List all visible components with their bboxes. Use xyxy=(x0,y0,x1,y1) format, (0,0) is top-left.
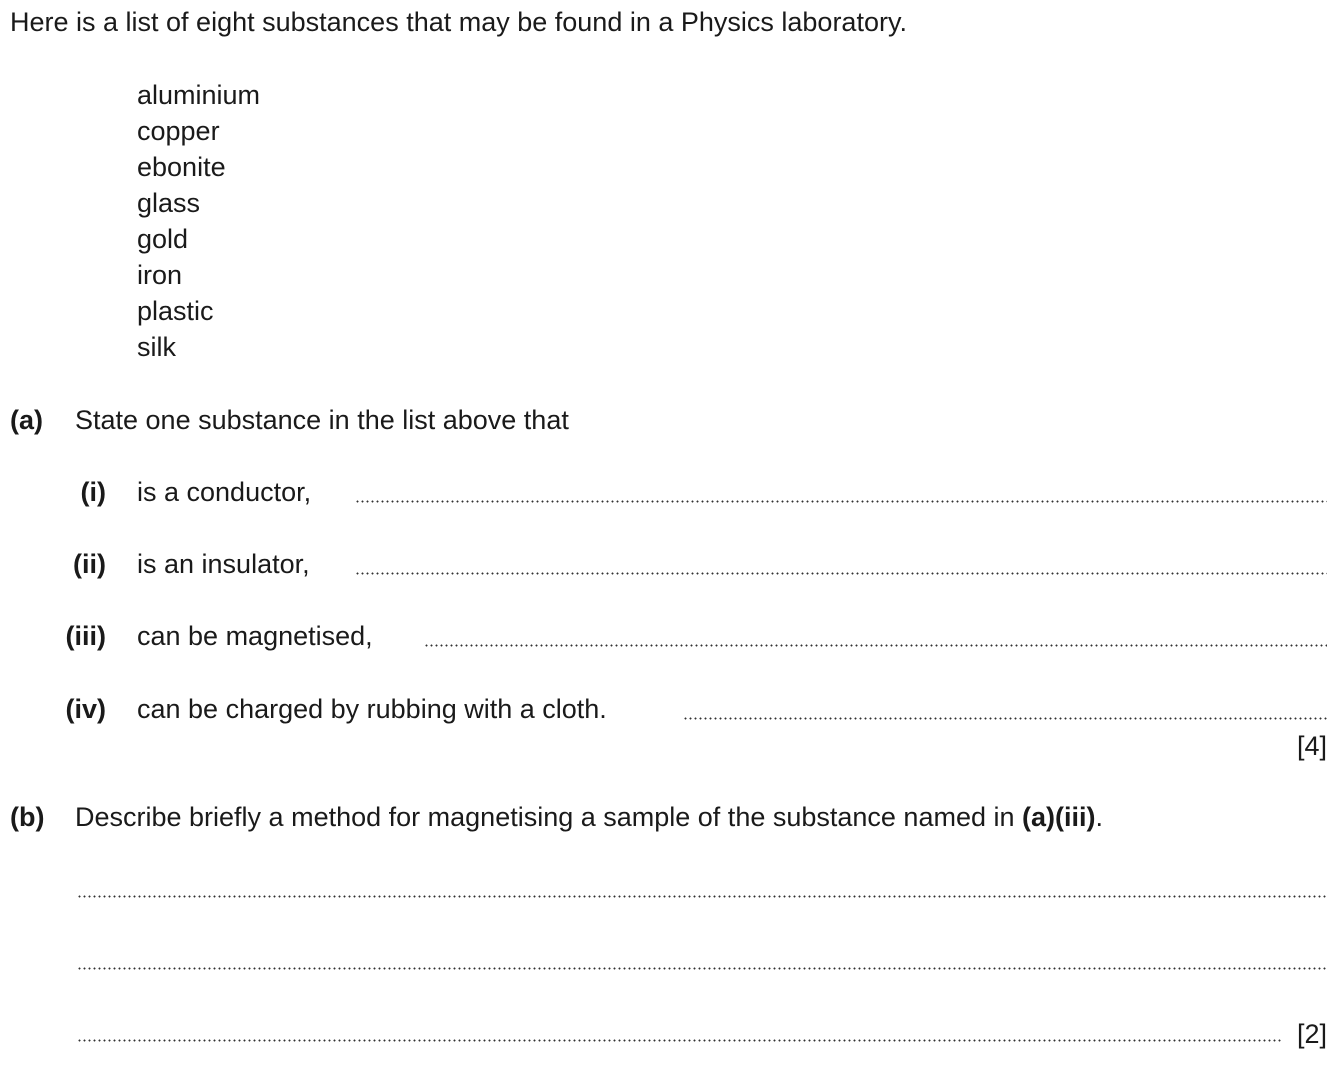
part-a-marks: [4] xyxy=(1296,731,1327,761)
answer-line-ii[interactable] xyxy=(355,572,1327,575)
part-b-reference: (a)(iii) xyxy=(1022,802,1096,832)
part-b-text-end: . xyxy=(1095,802,1104,832)
item-i-text: is a conductor, xyxy=(137,477,312,507)
answer-line-b-1[interactable] xyxy=(77,895,1326,898)
answer-line-b-2[interactable] xyxy=(77,967,1326,970)
answer-line-iii[interactable] xyxy=(424,644,1327,647)
substance-item: iron xyxy=(137,260,183,290)
substance-item: copper xyxy=(137,116,220,146)
answer-line-b-3[interactable] xyxy=(77,1039,1282,1042)
part-b-text: Describe briefly a method for magnetising a sample of the substance named in xyxy=(75,802,1023,832)
substance-item: gold xyxy=(137,224,189,254)
part-b-marks: [2] xyxy=(1296,1019,1327,1049)
part-b-question xyxy=(75,804,1103,831)
part-b-label: (b) xyxy=(10,802,45,832)
substance-item: ebonite xyxy=(137,152,226,182)
item-ii-label: (ii) xyxy=(73,549,106,579)
answer-line-i[interactable] xyxy=(355,500,1327,503)
item-ii-text: is an insulator, xyxy=(137,549,310,579)
item-i-label: (i) xyxy=(80,477,106,507)
substance-item: silk xyxy=(137,332,176,362)
part-a-stem: State one substance in the list above that xyxy=(75,405,569,435)
substance-item: aluminium xyxy=(137,80,261,110)
item-iv-text: can be charged by rubbing with a cloth. xyxy=(137,694,607,724)
substance-item: plastic xyxy=(137,296,214,326)
item-iv-label: (iv) xyxy=(65,694,106,724)
answer-line-iv[interactable] xyxy=(683,717,1327,720)
item-iii-label: (iii) xyxy=(65,621,106,651)
intro-text: Here is a list of eight substances that may be found in a Physics laboratory. xyxy=(10,7,907,37)
item-iii-text: can be magnetised, xyxy=(137,621,373,651)
substance-item: glass xyxy=(137,188,201,218)
part-a-label: (a) xyxy=(10,405,43,435)
